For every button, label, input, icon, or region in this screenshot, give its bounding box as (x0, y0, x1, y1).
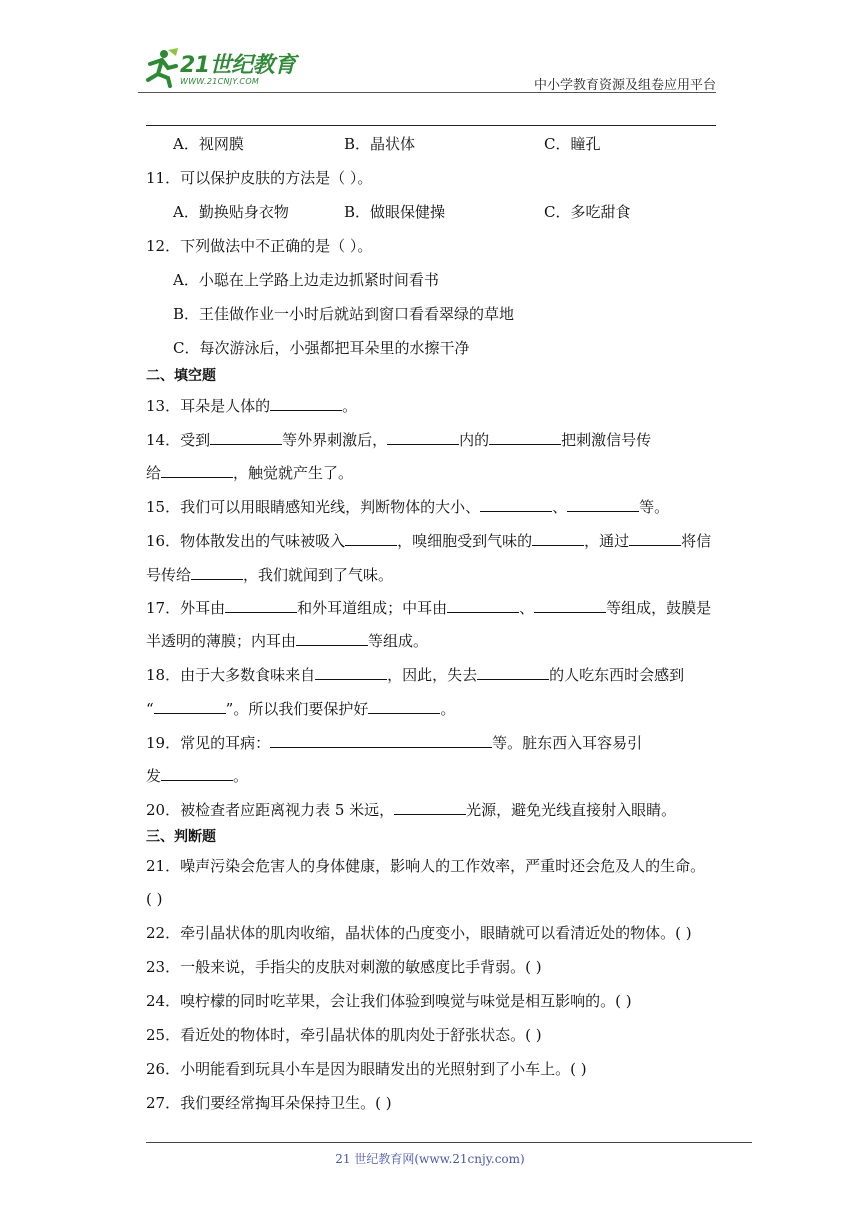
q16-blank-2 (532, 530, 584, 546)
q14-line1 (146, 429, 651, 450)
q21-bracket: ( ) (146, 890, 163, 908)
q10-option-a: A．视网膜 (173, 135, 244, 153)
q12-option-c: C．每次游泳后，小强都把耳朵里的水擦干净 (173, 339, 470, 357)
q18-blank-2 (477, 664, 549, 680)
q26: 26．小明能看到玩具小车是因为眼睛发出的光照射到了小车上。( ) (146, 1060, 587, 1078)
q18-blank-4 (368, 698, 440, 714)
logo-text: 21世纪教育 (180, 53, 296, 78)
logo-url: WWW.21CNJY.COM (180, 77, 260, 86)
q16-text-c: ，通过 (584, 532, 630, 550)
q19-blank-2 (161, 765, 233, 781)
q13-text-b: 。 (342, 397, 358, 415)
q13-blank (270, 395, 342, 411)
q18-blank-1 (315, 664, 387, 680)
q17-text-e: 半透明的薄膜；内耳由 (146, 632, 297, 650)
q18-text-e: ”。所以我们要保护好 (225, 700, 369, 718)
footer-divider (146, 1142, 752, 1143)
logo (138, 44, 308, 92)
header-platform-text: 中小学教育资源及组卷应用平台 (533, 78, 716, 93)
q10-option-c: C．瞳孔 (544, 135, 601, 153)
q14-text-f: ，触觉就产生了。 (233, 464, 354, 482)
q17-line1 (146, 597, 711, 618)
q14-text-d: 把刺激信号传 (561, 431, 652, 449)
q18-blank-3 (154, 698, 226, 714)
q19-blank-1 (270, 732, 492, 748)
q11-option-b: B．做眼保健操 (344, 203, 446, 221)
q18-line2 (146, 698, 455, 719)
q17-line2 (146, 630, 428, 651)
q15-text-b: 、 (552, 498, 568, 516)
q16-blank-3 (629, 530, 681, 546)
q16-text-d: 将信 (681, 532, 712, 550)
q11-option-c: C．多吃甜食 (544, 203, 631, 221)
footer-text: 21 世纪教育网(www.21cnjy.com) (335, 1152, 525, 1166)
q18-text-b: ，因此，失去 (387, 666, 478, 684)
q19-text-b: 等。脏东西入耳容易引 (492, 734, 643, 752)
q19-line2 (146, 765, 248, 786)
q12-option-a: A．小聪在上学路上边走边抓紧时间看书 (173, 271, 439, 289)
q14-blank-4 (161, 462, 233, 478)
q13-text-a: 13．耳朵是人体的 (146, 397, 271, 415)
q16-blank-4 (191, 564, 243, 580)
q16-blank-1 (345, 530, 397, 546)
q15-text-a: 15．我们可以用眼睛感知光线，判断物体的大小、 (146, 498, 481, 516)
header-divider (138, 92, 716, 93)
q18-text-d: “ (146, 700, 154, 718)
top-rule (146, 125, 716, 126)
section-judge-heading: 三、判断题 (146, 829, 216, 845)
q15-blank-2 (567, 496, 639, 512)
q18-text-c: 的人吃东西时会感到 (549, 666, 685, 684)
q15-text-c: 等。 (639, 498, 670, 516)
q12-option-b: B．王佳做作业一小时后就站到窗口看看翠绿的草地 (173, 305, 515, 323)
q17-blank-3 (534, 597, 606, 613)
q21: 21．噪声污染会危害人的身体健康，影响人的工作效率，严重时还会危及人的生命。 (146, 857, 706, 875)
q17-blank-2 (447, 597, 519, 613)
q11-option-a: A．勤换贴身衣物 (173, 203, 289, 221)
q23: 23．一般来说，手指尖的皮肤对刺激的敏感度比手背弱。( ) (146, 958, 542, 976)
q16-text-f: ，我们就闻到了气味。 (243, 566, 394, 584)
runner-logo-icon (138, 46, 182, 90)
q24: 24．嗅柠檬的同时吃苹果，会让我们体验到嗅觉与味觉是相互影响的。( ) (146, 992, 632, 1010)
q17-blank-1 (225, 597, 297, 613)
section-fill-heading: 二、填空题 (146, 368, 216, 384)
q14-blank-1 (210, 429, 282, 445)
q17-text-b: 和外耳道组成；中耳由 (297, 599, 448, 617)
q20-blank (394, 799, 466, 815)
q18-text-f: 。 (440, 700, 456, 718)
q19-text-a: 19．常见的耳病： (146, 734, 271, 752)
q13 (146, 395, 357, 416)
q17-text-c: 、 (519, 599, 535, 617)
q16-line1 (146, 530, 711, 551)
q19-line1 (146, 732, 642, 753)
page-header (138, 44, 716, 92)
q18-line1 (146, 664, 684, 685)
q20-text-a: 20．被检查者应距离视力表 5 米远， (146, 801, 395, 819)
q14-text-c: 内的 (459, 431, 490, 449)
q22: 22．牵引晶状体的肌肉收缩，晶状体的凸度变小，眼睛就可以看清近处的物体。( ) (146, 924, 692, 942)
q17-text-a: 17．外耳由 (146, 599, 226, 617)
q14-line2 (146, 462, 353, 483)
q14-text-a: 14．受到 (146, 431, 211, 449)
q16-text-e: 号传给 (146, 566, 192, 584)
q18-text-a: 18．由于大多数食味来自 (146, 666, 316, 684)
q15-blank-1 (480, 496, 552, 512)
q16-line2 (146, 564, 393, 585)
q20 (146, 799, 676, 820)
q20-text-b: 光源，避免光线直接射入眼睛。 (466, 801, 677, 819)
q16-text-b: ，嗅细胞受到气味的 (397, 532, 533, 550)
q10-option-b: B．晶状体 (344, 135, 416, 153)
q17-blank-4 (296, 630, 368, 646)
q19-text-c: 发 (146, 767, 162, 785)
q15 (146, 496, 669, 517)
q19-text-d: 。 (233, 767, 249, 785)
q16-text-a: 16．物体散发出的气味被吸入 (146, 532, 346, 550)
q14-text-b: 等外界刺激后， (282, 431, 388, 449)
q14-text-e: 给 (146, 464, 162, 482)
q17-text-d: 等组成，鼓膜是 (606, 599, 712, 617)
q14-blank-3 (489, 429, 561, 445)
q12-stem: 12．下列做法中不正确的是（ ）。 (146, 237, 373, 255)
q27: 27．我们要经常掏耳朵保持卫生。( ) (146, 1094, 392, 1112)
q14-blank-2 (387, 429, 459, 445)
q17-text-f: 等组成。 (368, 632, 429, 650)
q25: 25．看近处的物体时，牵引晶状体的肌肉处于舒张状态。( ) (146, 1026, 542, 1044)
q11-stem: 11．可以保护皮肤的方法是（ ）。 (146, 169, 373, 187)
